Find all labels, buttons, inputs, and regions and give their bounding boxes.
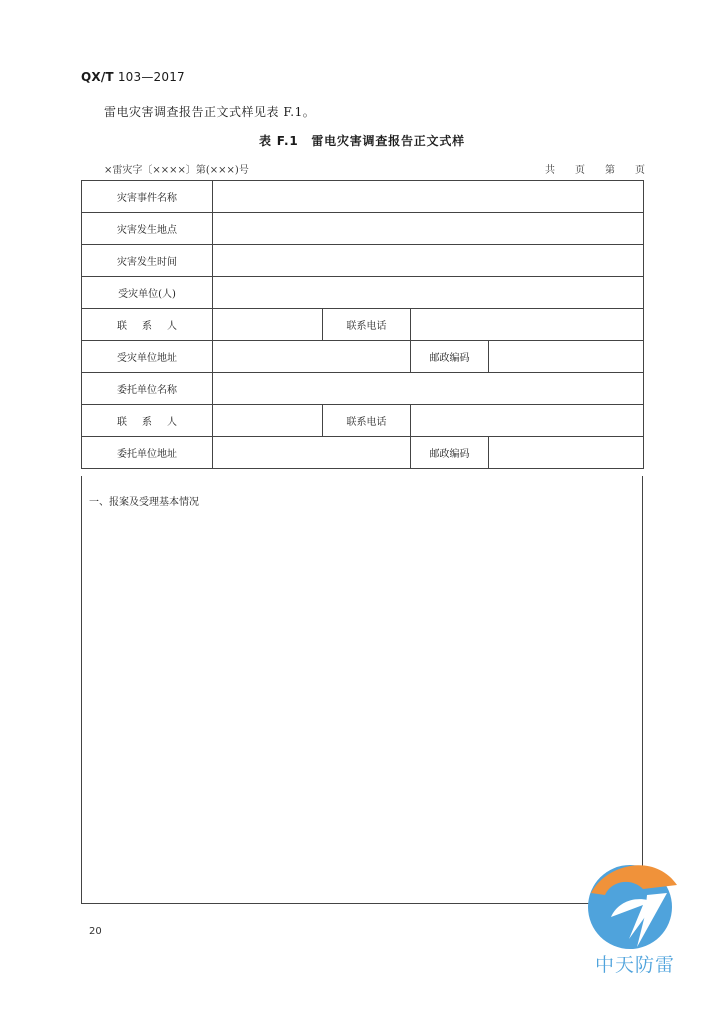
row-client-address — [82, 437, 644, 469]
standard-prefix: QX/T — [81, 70, 114, 84]
total-label: 共 — [545, 165, 555, 176]
label-client-name: 委托单位名称 — [82, 373, 213, 405]
field-postal-code[interactable] — [489, 341, 644, 373]
row-location — [82, 213, 644, 245]
standard-code — [81, 70, 185, 84]
field-time[interactable] — [213, 245, 644, 277]
row-time — [82, 245, 644, 277]
field-client-name[interactable] — [213, 373, 644, 405]
field-contact-person[interactable] — [213, 309, 323, 341]
label-victim-address: 受灾单位地址 — [82, 341, 213, 373]
report-form-table — [81, 180, 644, 469]
row-contact — [82, 309, 644, 341]
field-event-name[interactable] — [213, 181, 644, 213]
table-caption: 表 F.1 雷电灾害调查报告正文式样 — [259, 134, 465, 148]
label-client-postal-code: 邮政编码 — [411, 437, 489, 469]
field-victim-unit[interactable] — [213, 277, 644, 309]
label-contact-person: 联系人 — [82, 309, 213, 341]
label-client-contact-person: 联系人 — [82, 405, 213, 437]
row-client-contact — [82, 405, 644, 437]
logo-text: 中天防雷 — [594, 954, 675, 976]
label-client-contact-phone: 联系电话 — [323, 405, 411, 437]
field-contact-phone[interactable] — [411, 309, 644, 341]
label-client-address: 委托单位地址 — [82, 437, 213, 469]
label-postal-code: 邮政编码 — [411, 341, 489, 373]
label-victim-unit: 受灾单位(人) — [82, 277, 213, 309]
field-client-address[interactable] — [213, 437, 411, 469]
field-location[interactable] — [213, 213, 644, 245]
total-unit: 页 — [575, 165, 585, 176]
row-client-name — [82, 373, 644, 405]
page-count — [545, 161, 645, 176]
field-client-contact-person[interactable] — [213, 405, 323, 437]
field-client-contact-phone[interactable] — [411, 405, 644, 437]
narrative-box[interactable] — [81, 476, 643, 904]
label-location: 灾害发生地点 — [82, 213, 213, 245]
field-victim-address[interactable] — [213, 341, 411, 373]
field-client-postal-code[interactable] — [489, 437, 644, 469]
row-event-name — [82, 181, 644, 213]
row-victim-unit — [82, 277, 644, 309]
label-time: 灾害发生时间 — [82, 245, 213, 277]
standard-number: 103—2017 — [113, 70, 185, 84]
label-contact-phone: 联系电话 — [323, 309, 411, 341]
intro-text: 雷电灾害调查报告正文式样见表 F.1。 — [104, 105, 316, 119]
page-label: 第 — [605, 165, 615, 176]
page-unit: 页 — [635, 165, 645, 176]
page-number: 20 — [89, 926, 102, 937]
document-number: ×雷灾字〔××××〕第(×××)号 — [104, 165, 249, 176]
row-victim-address — [82, 341, 644, 373]
section-heading-1: 一、报案及受理基本情况 — [89, 497, 199, 508]
label-event-name: 灾害事件名称 — [82, 181, 213, 213]
